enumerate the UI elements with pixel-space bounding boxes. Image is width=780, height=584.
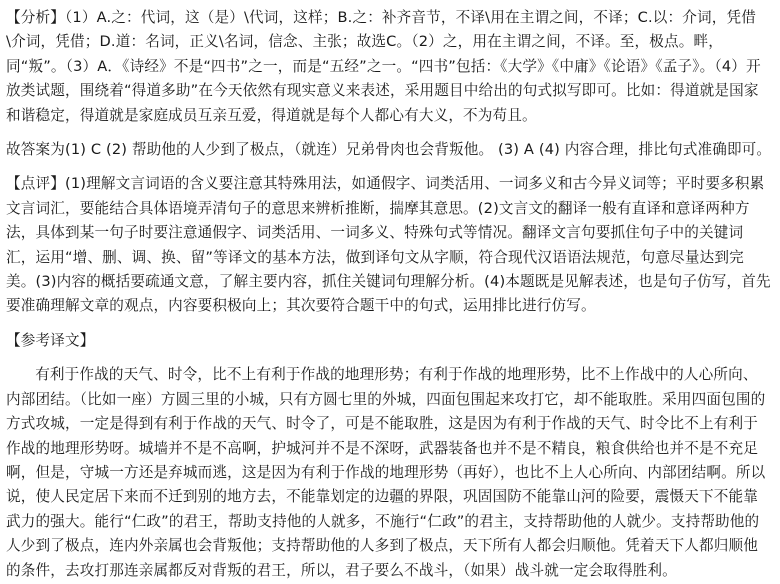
comment-section (6, 172, 772, 318)
translation-heading: 【参考译文】 (6, 331, 95, 349)
spacer (6, 162, 772, 172)
comment-heading: 【点评】 (6, 175, 65, 193)
comment-body: (1)理解文言词语的含义要注意其特殊用法，如通假字、词类活用、一词多义和古今异义词等；平时要多积累文言词汇，要能结合具体语境弄清句子的意思来辨析推断，揣摩其意思。(2)文言文的翻译一般有直译和意译两种方法，具体到某一句子时要注意通假字、词类活用、一词多义、特殊句式等情况。翻译文言句要抓住句子中的关键词汇，运用“增、删、调、换、留”等译文的基本方法，做到译句文从字顺，符合现代汉语语法规范，句意尽量达到完美。(3)内容的概括要疏通文意，了解主要内容，抓住关键词句理解分析。(4)本题既是见解表述，也是句子仿写，首先要准确理解文章的观点，内容要积极向上；其次要符合题干中的句式，运用排比进行仿写。 (6, 175, 771, 315)
spacer (6, 319, 772, 329)
analysis-section (6, 6, 772, 128)
translation-body: 有利于作战的天气、时令，比不上有利于作战的地理形势；有利于作战的地理形势，比不上作战中的人心所向、内部团结。（比如一座）方圆三里的小城，只有方圆七里的外城，四面包围起来攻打它，却不能取胜。采用四面包围的方式攻城，一定是得到有利于作战的天气、时令了，可是不能取胜，这是因为有利于作战的天气、时令比不上有利于作战的地理形势呀。城墙并不是不高啊，护城河并不是不深呀，武器装备也并不是不精良，粮食供给也并不是不充足啊，但是，守城一方还是弃城而逃，这是因为有利于作战的地理形势（再好），也比不上人心所向、内部团结啊。所以说，使人民定居下来而不迁到别的地方去，不能靠划定的边疆的界限，巩固国防不能靠山河的险要，震慑天下不能靠武力的强大。能行“仁政”的君王，帮助支持他的人就多，不施行“仁政”的君主，支持帮助他的人就少。支持帮助他的人少到了极点，连内外亲属也会背叛他；支持帮助他的人多到了极点，天下所有人都会归顺他。凭着天下人都归顺他的条件，去攻打那连亲属都反对背叛的君王，所以，君子要么不战斗，（如果）战斗就一定会取得胜利。 (6, 366, 766, 579)
answer-line: 故答案为(1) C (2) 帮助他的人少到了极点，（就连）兄弟骨肉也会背叛他。 (3) A (4) 内容合理，排比句式准确即可。 (6, 141, 772, 159)
spacer (6, 353, 772, 363)
spacer (6, 128, 772, 138)
analysis-heading: 【分析】 (6, 9, 65, 26)
analysis-body: （1）A.之：代词，这（是）\代词，这样；B.之：补齐音节，不译\用在主谓之间，不译；C.以：介词，凭借\介词，凭借；D.道：名词，正义\名词，信念、主张；故选C。（2）之，用在主谓之间，不译。至，极点。畔，同“叛”。（3）A．《诗经》不是“四书”之一，而是“五经”之一。“四书”包括：《大学》《中庸》《论语》《孟子》。（4）开放类试题，围绕着“得道多助”在今天依然有现实意义来表述，采用题目中给出的句式拟写即可。比如：得道就是国家和谐稳定，得道就是家庭成员互亲互爱，得道就是每个人都心有大义，不为苟且。 (6, 9, 761, 124)
